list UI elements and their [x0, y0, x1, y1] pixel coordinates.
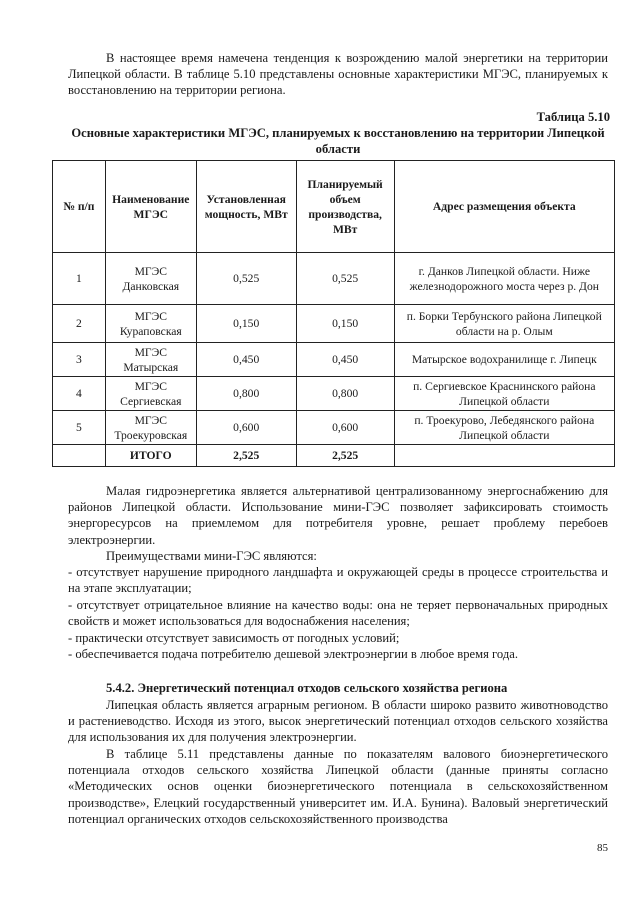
total-production: 2,525: [296, 445, 394, 467]
table-row: [53, 343, 615, 377]
total-label: ИТОГО: [105, 445, 196, 467]
cell-production: 0,450: [296, 343, 394, 377]
cell-address: г. Данков Липецкой области. Ниже железнодорожного моста через р. Дон: [394, 253, 614, 305]
cell-name: МГЭС Матырская: [105, 343, 196, 377]
header-num: № п/п: [53, 161, 106, 253]
cell-power: 0,800: [196, 377, 296, 411]
table-row: [53, 253, 615, 305]
table-total-row: [53, 445, 615, 467]
cell-num: 1: [53, 253, 106, 305]
cell-name: МГЭС Кураповская: [105, 305, 196, 343]
cell-address: п. Сергиевское Краснинского района Липецкой области: [394, 377, 614, 411]
cell-address: Матырское водохранилище г. Липецк: [394, 343, 614, 377]
advantages-intro: Преимуществами мини-ГЭС являются:: [106, 549, 317, 563]
cell-power: 0,150: [196, 305, 296, 343]
cell-name: МГЭС Троекуровская: [105, 411, 196, 445]
advantage-item: - практически отсутствует зависимость от погодных условий;: [68, 631, 400, 645]
header-address: Адрес размещения объекта: [394, 161, 614, 253]
table-header-row: [53, 161, 615, 253]
cell-address: п. Троекурово, Лебедянского района Липецкой области: [394, 411, 614, 445]
advantage-item: - обеспечивается подача потребителю дешевой электроэнергии в любое время года.: [68, 647, 518, 661]
cell-name: МГЭС Данковская: [105, 253, 196, 305]
header-power: Установленная мощность, МВт: [196, 161, 296, 253]
agriculture-paragraph: Липецкая область является аграрным регионом. В области широко развито животноводство и растениеводство. Исходя из этого, высок энергетический потенциал отходов сельского хозяйства для использования их для получения электроэнергии.: [68, 698, 608, 745]
cell-power: 0,525: [196, 253, 296, 305]
cell-num: 5: [53, 411, 106, 445]
cell-production: 0,800: [296, 377, 394, 411]
header-production: Планируемый объем производства, МВт: [296, 161, 394, 253]
cell-name: МГЭС Сергиевская: [105, 377, 196, 411]
section-heading: 5.4.2. Энергетический потенциал отходов сельского хозяйства региона: [106, 681, 508, 695]
cell-num: 4: [53, 377, 106, 411]
cell-num: 2: [53, 305, 106, 343]
table511-paragraph: В таблице 5.11 представлены данные по показателям валового биоэнергетического потенциала отходов сельского хозяйства Липецкой области (данные приняты согласно «Методических основ оценки биоэнергетического потенциала в сельскохозяйственном производстве», Елецкий государственный университет им. И.А. Бунина). Валовый энергетический потенциал органических отходов сельскохозяйственного производства: [68, 747, 608, 826]
cell-power: 0,450: [196, 343, 296, 377]
advantage-item: - отсутствует отрицательное влияние на качество воды: она не теряет первоначальных природных свойств и может использоваться для водоснабжения населения;: [68, 598, 608, 629]
cell-address: п. Борки Тербунского района Липецкой области на р. Олым: [394, 305, 614, 343]
table-row: [53, 377, 615, 411]
cell-num: 3: [53, 343, 106, 377]
header-name: Наименование МГЭС: [105, 161, 196, 253]
table-title: Основные характеристики МГЭС, планируемых к восстановлению на территории Липецкой области: [71, 126, 605, 156]
table-label: Таблица 5.10: [536, 110, 610, 124]
table-row: [53, 411, 615, 445]
advantage-item: - отсутствует нарушение природного ландшафта и окружающей среды в процессе строительства и на этапе эксплуатации;: [68, 565, 608, 596]
hydro-paragraph: Малая гидроэнергетика является альтернативой централизованному энергоснабжению для районов Липецкой области. Использование мини-ГЭС позволяет зафиксировать стоимость энергоресурсов на приемлемом для потребителя уровне, решает проблему перебоев электроэнергии.: [68, 484, 608, 547]
cell-production: 0,525: [296, 253, 394, 305]
cell-production: 0,150: [296, 305, 394, 343]
mges-table: [52, 160, 615, 467]
intro-paragraph: В настоящее время намечена тенденция к возрождению малой энергетики на территории Липецкой области. В таблице 5.10 представлены основные характеристики МГЭС, планируемых к восстановлению на территории региона.: [68, 51, 608, 98]
page-number: 85: [597, 842, 608, 854]
cell-production: 0,600: [296, 411, 394, 445]
total-power: 2,525: [196, 445, 296, 467]
cell-power: 0,600: [196, 411, 296, 445]
table-row: [53, 305, 615, 343]
